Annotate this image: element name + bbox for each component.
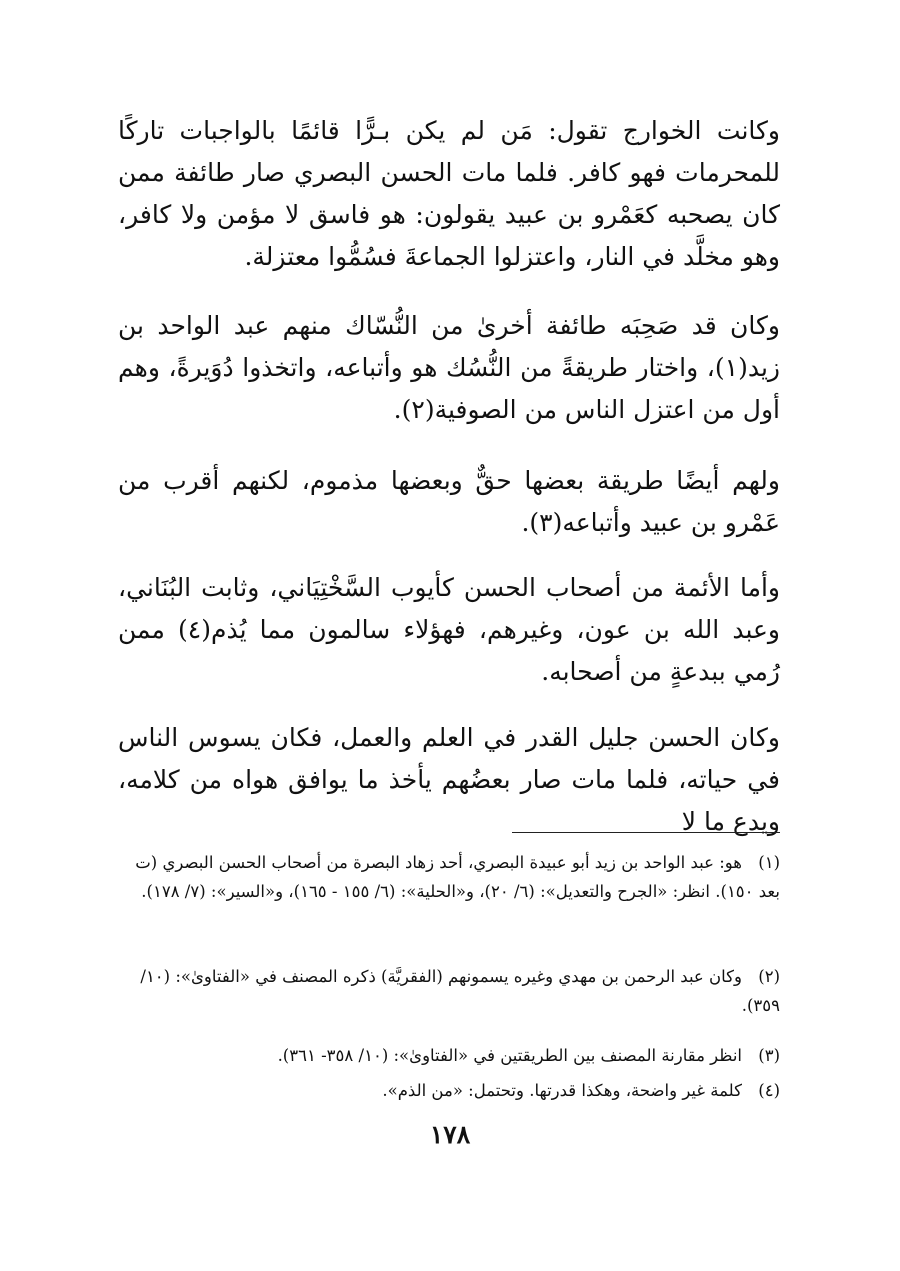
paragraph-imams: وأما الأئمة من أصحاب الحسن كأيوب السَّخْتِيَاني، وثابت البُنَاني، وعبد الله بن عون، وغيرهم، فهؤلاء سالمون مما يُذم(٤) ممن رُمي ببدعةٍ من أصحابه. xyxy=(118,573,780,686)
footnote-text: كلمة غير واضحة، وهكذا قدرتها. وتحتمل: «من الذم». xyxy=(382,1081,742,1100)
footnote-2 xyxy=(118,962,780,1020)
footnote-3 xyxy=(180,1041,780,1070)
footnote-number: (١) xyxy=(758,853,780,872)
paragraph-their-way: ولهم أيضًا طريقة بعضها حقٌّ وبعضها مذموم، لكنهم أقرب من عَمْرو بن عبيد وأتباعه(٣). xyxy=(118,466,780,537)
paragraph-hasan: وكان الحسن جليل القدر في العلم والعمل، فكان يسوس الناس في حياته، فلما مات صار بعضُهم يأخذ ما يوافق هواه من كلامه، ويدع ما لا xyxy=(118,723,780,836)
footnote-4 xyxy=(180,1076,780,1105)
paragraph-khawarij: وكانت الخوارج تقول: مَن لم يكن بـرًّا قائمًا بالواجبات تاركًا للمحرمات فهو كافر. فلما مات الحسن البصري صار طائفة ممن كان يصحبه كعَمْرو بن عبيد يقولون: هو فاسق لا مؤمن ولا كافر، وهو مخلَّد في النار، واعتزلوا الجماعةَ فسُمُّوا معتزلة. xyxy=(118,116,780,271)
page-number: ١٧٨ xyxy=(429,1120,471,1149)
paragraph-sufis: وكان قد صَحِبَه طائفة أخرىٰ من النُّسّاك منهم عبد الواحد بن زيد(١)، واختار طريقةً من النُّسُك هو وأتباعه، واتخذوا دُوَيرةً، وهم أول من اعتزل الناس من الصوفية(٢). xyxy=(118,311,781,424)
footnote-divider xyxy=(512,832,780,833)
footnote-text: انظر مقارنة المصنف بين الطريقتين في «الفتاوىٰ»: (١٠/ ٣٥٨- ٣٦١). xyxy=(277,1046,742,1065)
footnote-text: وكان عبد الرحمن بن مهدي وغيره يسمونهم (الفقريَّة) ذكره المصنف في «الفتاوىٰ»: (١٠/ ٣٥٩). xyxy=(140,967,780,1015)
footnote-number: (٣) xyxy=(758,1046,780,1065)
footnote-number: (٢) xyxy=(758,967,780,986)
footnote-text: هو: عبد الواحد بن زيد أبو عبيدة البصري، أحد زهاد البصرة من أصحاب الحسن البصري (ت بعد ١٥٠). انظر: «الجرح والتعديل»: (٦/ ٢٠)، و«الحلية»: (٦/ ١٥٥ - ١٦٥)، و«السير»: (٧/ ١٧٨). xyxy=(135,853,780,901)
footnote-number: (٤) xyxy=(758,1081,780,1100)
footnote-1 xyxy=(118,848,780,906)
